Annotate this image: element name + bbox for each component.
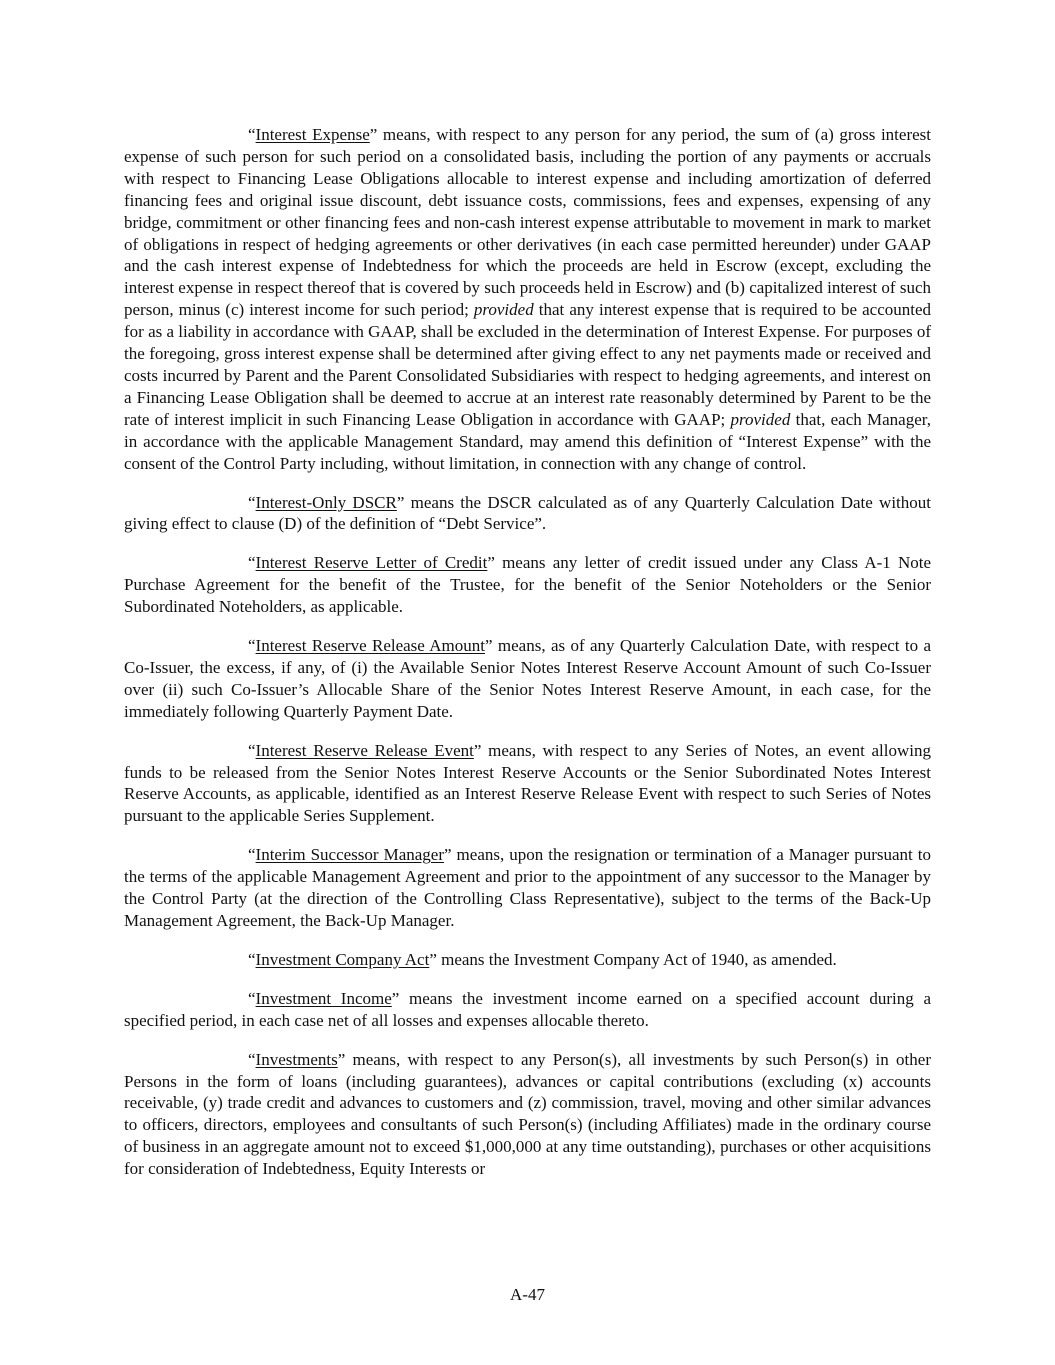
definition-text: ” means, with respect to any person for any period, the sum of (a) gross interest expense of such person for such period on a consolidated basis, including the portion of any payments or accruals with respect to Financing Lease Obligations allocable to interest expense and including amortization of deferred financing fees and original issue discount, debt issuance costs, commissions, fees and expenses, expensing of any bridge, commitment or other financing fees and non-cash interest expense attributable to movement in mark to market of obligations in respect of hedging agreements or other derivatives (in each case permitted hereunder) under GAAP and the cash interest expense of Indebtedness for which the proceeds are held in Escrow (except, excluding the interest expense in respect thereof that is covered by such proceeds held in Escrow) and (b) capitalized interest of such person, minus (c) interest income for such period; xyxy=(124,125,931,320)
definition-text: ” means, as of any Quarterly Calculation Date, with respect to a Co-Issuer, the excess, if any, of (i) the Available Senior Notes Interest Reserve Account Amount of such Co-Issuer over (ii) such Co-Issuer’s Allocable Share of the Senior Notes Interest Reserve Amount, in each case, for the immediately following Quarterly Payment Date. xyxy=(124,636,931,721)
open-quote: “ xyxy=(248,492,256,512)
defined-term: Interest Reserve Release Amount xyxy=(255,636,485,656)
defined-term: Interim Successor Manager xyxy=(255,845,444,865)
definition-interest-expense xyxy=(124,124,931,475)
defined-term: Interest Reserve Release Event xyxy=(255,740,474,760)
definition-investment-income xyxy=(124,988,931,1032)
definition-interim-successor-manager xyxy=(124,844,931,932)
defined-term: Investment Income xyxy=(255,988,392,1008)
page-number: A-47 xyxy=(510,1285,545,1304)
definition-investments xyxy=(124,1049,931,1180)
open-quote: “ xyxy=(248,845,256,865)
emphasis-provided: provided xyxy=(473,300,534,320)
definition-text: that, each Manager, in accordance with the applicable Management Standard, may amend this definition of “Interest Expense” with the consent of the Control Party including, without limitation, in connection with any change of control. xyxy=(124,409,931,473)
open-quote: “ xyxy=(248,949,256,969)
open-quote: “ xyxy=(248,988,256,1008)
definition-text: ” means the Investment Company Act of 1940, as amended. xyxy=(429,949,837,969)
open-quote: “ xyxy=(248,553,256,573)
defined-term: Interest-Only DSCR xyxy=(255,492,397,512)
open-quote: “ xyxy=(248,125,256,144)
definition-text: ” means the DSCR calculated as of any Quarterly Calculation Date without giving effect to clause (D) of the definition of “Debt Service”. xyxy=(124,492,931,534)
open-quote: “ xyxy=(248,740,256,760)
definition-text: that any interest expense that is required to be accounted for as a liability in accordance with GAAP, shall be excluded in the determination of Interest Expense. For purposes of the foregoing, gross interest expense shall be determined after giving effect to any net payments made or received and costs incurred by Parent and the Parent Consolidated Subsidiaries with respect to hedging agreements, and interest on a Financing Lease Obligation shall be deemed to accrue at an interest rate reasonably determined by Parent to be the rate of interest implicit in such Financing Lease Obligation in accordance with GAAP; xyxy=(124,300,932,429)
definition-interest-reserve-release-event xyxy=(124,740,931,828)
defined-term: Investments xyxy=(255,1049,338,1069)
emphasis-provided: provided xyxy=(730,409,791,429)
definition-text: ” means, upon the resignation or termination of a Manager pursuant to the terms of the applicable Management Agreement and prior to the appointment of any successor to the Manager by the Control Party (at the direction of the Controlling Class Representative), subject to the terms of the Back-Up Management Agreement, the Back-Up Manager. xyxy=(124,845,932,930)
document-body xyxy=(124,124,931,1197)
open-quote: “ xyxy=(248,1049,256,1069)
definition-investment-company-act xyxy=(124,949,931,971)
open-quote: “ xyxy=(248,636,256,656)
defined-term: Interest Reserve Letter of Credit xyxy=(255,553,488,573)
defined-term: Interest Expense xyxy=(255,125,370,144)
definition-text: ” means, with respect to any Series of Notes, an event allowing funds to be released from the Senior Notes Interest Reserve Accounts or the Senior Subordinated Notes Interest Reserve Accounts, as applicable, identified as an Interest Reserve Release Event with respect to such Series of Notes pursuant to the applicable Series Supplement. xyxy=(124,740,931,826)
defined-term: Investment Company Act xyxy=(255,949,430,969)
definition-interest-reserve-release-amount xyxy=(124,635,931,723)
definition-interest-reserve-letter-of-credit xyxy=(124,552,931,618)
definition-text: ” means any letter of credit issued under any Class A-1 Note Purchase Agreement for the benefit of the Trustee, for the benefit of the Senior Noteholders or the Senior Subordinated Noteholders, as applicable. xyxy=(124,553,931,617)
definition-interest-only-dscr xyxy=(124,492,931,536)
definition-text: ” means, with respect to any Person(s), all investments by such Person(s) in other Persons in the form of loans (including guarantees), advances or capital contributions (excluding (x) accounts receivable, (y) trade credit and advances to customers and (z) commission, travel, moving and other similar advances to officers, directors, employees and consultants of such Person(s) (including Affiliates) made in the ordinary course of business in an aggregate amount not to exceed $1,000,000 at any time outstanding), purchases or other acquisitions for consideration of Indebtedness, Equity Interests or xyxy=(124,1049,931,1179)
definition-text: ” means the investment income earned on a specified account during a specified period, in each case net of all losses and expenses allocable thereto. xyxy=(124,988,932,1030)
